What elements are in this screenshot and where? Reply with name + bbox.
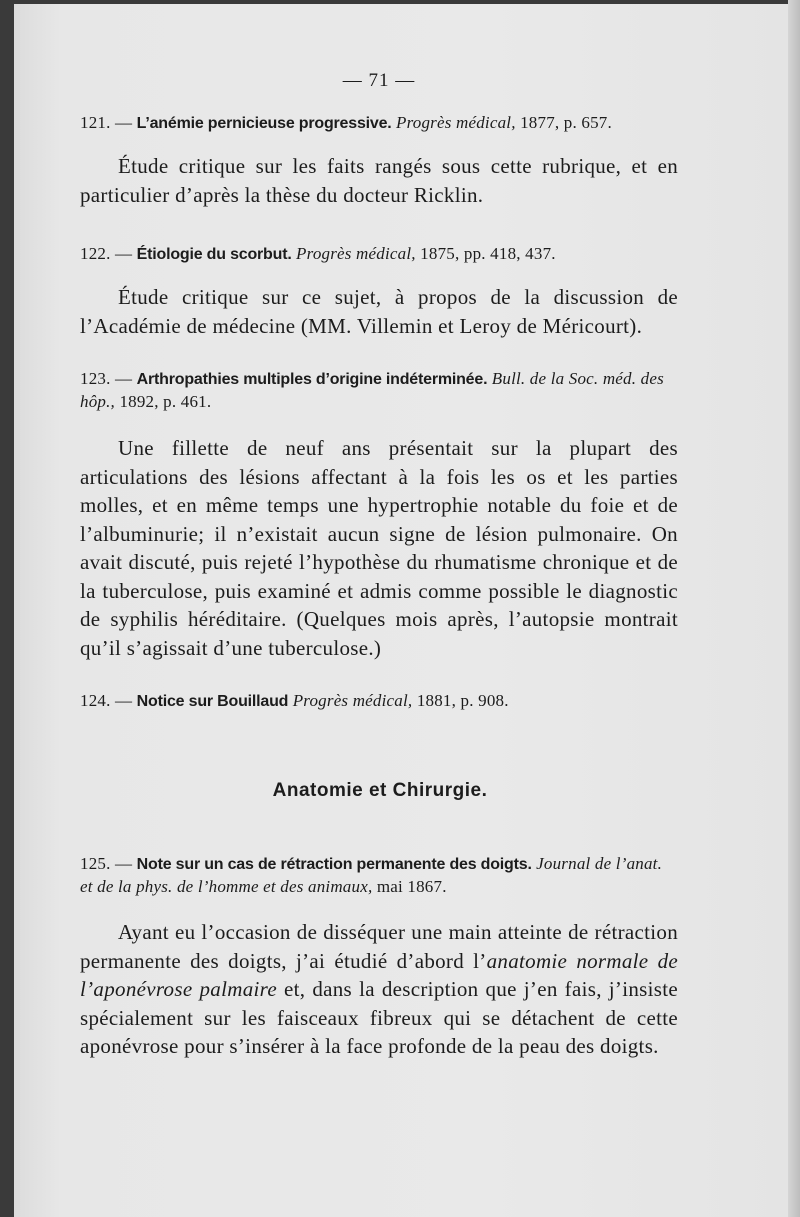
entry-details: 1877, p. 657. [520, 113, 612, 132]
entry-title: L’anémie pernicieuse progressive. [136, 115, 392, 132]
entry-details: 1892, p. 461. [119, 392, 212, 411]
entry-source: Progrès médical, [296, 244, 416, 263]
entry-title: Notice sur Bouillaud [136, 693, 289, 710]
paragraph-text-part1: Ayant eu l’occasion de disséquer une main atteinte de rétraction permanente des doigts, j’ai étudié d’abord l’ [80, 920, 678, 973]
bibliography-entry-121 [80, 112, 678, 135]
entry-paragraph-125 [80, 918, 678, 1061]
entry-dash: — [115, 691, 133, 710]
paragraph-text-part2: et, dans la description que j’en fais, j’insiste spécialement sur les faisceaux fibreux qui se détachent de cette aponévrose pour s’insérer à la face profonde de la peau des doigts. [80, 977, 678, 1058]
entry-title: Étiologie du scorbut. [136, 246, 292, 263]
entry-details: mai 1867. [376, 877, 447, 896]
entry-title: Arthropathies multiples d’origine indéterminée. [136, 371, 488, 388]
entry-number: 124. [80, 691, 111, 710]
entry-source: Progrès médical, [395, 113, 516, 132]
entry-number: 122. [80, 244, 111, 263]
entry-dash: — [115, 854, 133, 873]
bibliography-entry-123 [80, 368, 678, 413]
entry-number: 123. [80, 369, 111, 388]
entry-dash: — [115, 113, 133, 132]
entry-title: Note sur un cas de rétraction permanente des doigts. [136, 856, 532, 873]
entry-source: Journal de l’anat. et de la phys. de l’homme et des animaux, [80, 854, 663, 896]
entry-dash: — [115, 244, 133, 263]
entry-details: 1875, pp. 418, 437. [420, 244, 556, 263]
entry-source: Bull. de la Soc. méd. des hôp., [80, 369, 664, 411]
bibliography-entry-124 [80, 690, 678, 713]
entry-source: Progrès médical, [292, 691, 413, 710]
entry-paragraph-121: Étude critique sur les faits rangés sous cette rubrique, et en particulier d’après la thèse du docteur Ricklin. [80, 154, 678, 207]
bibliography-entry-125 [80, 853, 678, 898]
entry-paragraph-123: Une fillette de neuf ans présentait sur la plupart des articulations des lésions affectant à la fois les os et les parties molles, et en même temps une hypertrophie notable du foie et de l’albuminurie; il n’existait aucun signe de lésion pulmonaire. On avait discuté, puis rejeté l’hypothèse du rhumatisme chronique et de la tuberculose, puis examiné et admis comme possible le diagnostic de syphilis héréditaire. (Quelques mois après, l’autopsie montrait qu’il s’agissait d’une tuberculose.) [80, 436, 678, 660]
page-edge [788, 0, 800, 1217]
entry-paragraph-122: Étude critique sur ce sujet, à propos de la discussion de l’Académie de médecine (MM. Villemin et Leroy de Méricourt). [80, 285, 678, 338]
section-heading: Anatomie et Chirurgie. [272, 780, 488, 801]
entry-number: 125. [80, 854, 111, 873]
paragraph-emphasis: anatomie normale de l’aponévrose palmaire [80, 948, 678, 1001]
entry-dash: — [115, 369, 133, 388]
entry-number: 121. [80, 113, 111, 132]
page-number: — 71 — [342, 70, 416, 91]
bibliography-entry-122 [80, 243, 678, 266]
entry-details: 1881, p. 908. [416, 691, 509, 710]
